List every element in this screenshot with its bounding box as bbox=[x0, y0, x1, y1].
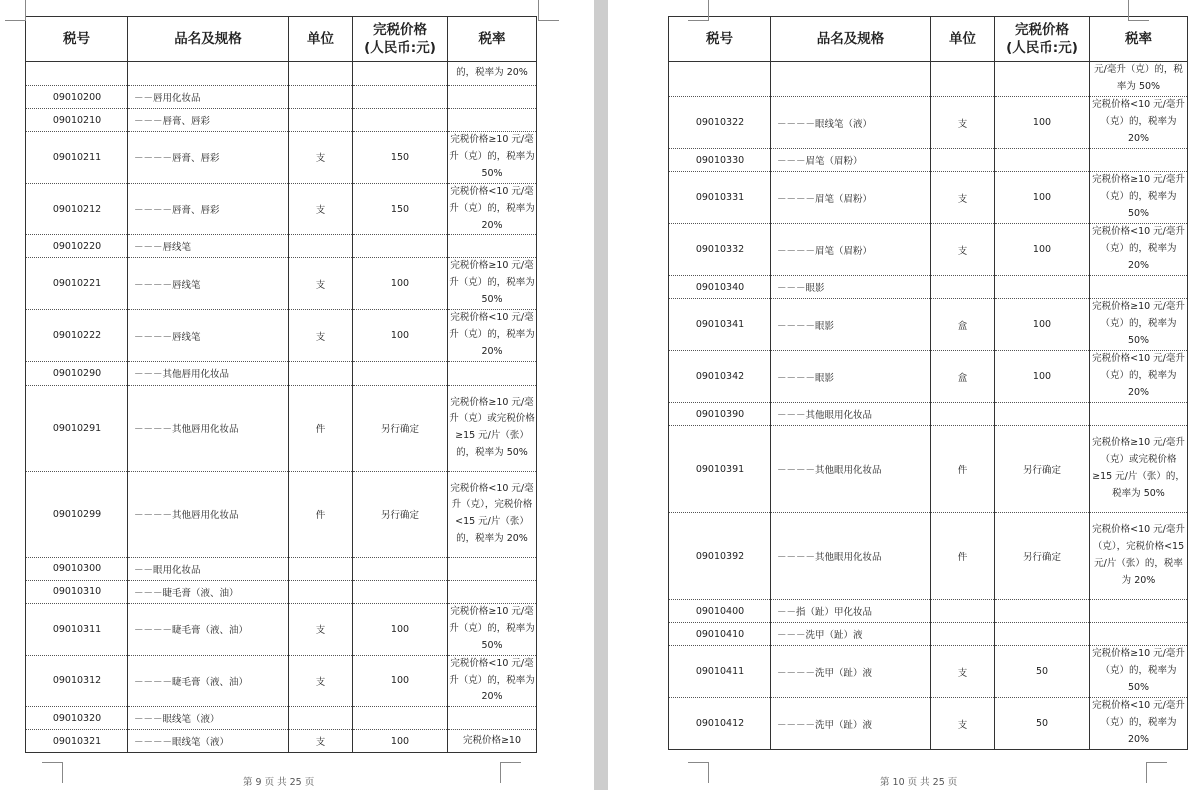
cell-tax-code: 09010312 bbox=[26, 655, 128, 707]
table-row bbox=[669, 172, 1188, 224]
cell-item-name: －－－－洗甲（趾）液 bbox=[771, 698, 931, 750]
cell-tax-rate bbox=[1090, 276, 1188, 299]
cell-item-name: －－－其他眼用化妆品 bbox=[771, 403, 931, 426]
cell-tax-rate: 完税价格≥10 元/毫升（克）或完税价格≥15 元/片（张）的，税率为 50% bbox=[448, 385, 537, 471]
cell-tax-code: 09010322 bbox=[669, 97, 771, 149]
cell-item-name: －－－眼影 bbox=[771, 276, 931, 299]
cell-item-name: －－－－其他眼用化妆品 bbox=[771, 513, 931, 600]
header-tax-code: 税号 bbox=[669, 17, 771, 62]
cell-unit: 支 bbox=[931, 97, 995, 149]
cell-tax-rate: 完税价格≥10 元/毫升（克）的，税率为 50% bbox=[1090, 299, 1188, 351]
cell-price: 150 bbox=[353, 132, 448, 184]
cell-unit bbox=[289, 62, 353, 86]
cell-unit bbox=[289, 109, 353, 132]
header-price bbox=[353, 17, 448, 62]
cell-tax-rate: 完税价格<10 元/毫升（克），完税价格<15 元/片（张）的，税率为 20% bbox=[448, 471, 537, 557]
table-row bbox=[26, 183, 537, 235]
table-row bbox=[669, 426, 1188, 513]
cell-tax-code: 09010412 bbox=[669, 698, 771, 750]
cell-item-name: －－－－其他眼用化妆品 bbox=[771, 426, 931, 513]
crop-mark bbox=[42, 762, 63, 783]
cell-price: 另行确定 bbox=[995, 513, 1090, 600]
table-row bbox=[669, 646, 1188, 698]
cell-price: 100 bbox=[353, 655, 448, 707]
cell-item-name: －－－－眉笔（眉粉） bbox=[771, 172, 931, 224]
cell-tax-rate: 完税价格<10 元/毫升（克），完税价格<15 元/片（张）的，税率为 20% bbox=[1090, 513, 1188, 600]
table-row bbox=[669, 513, 1188, 600]
cell-item-name: －－－－唇膏、唇彩 bbox=[128, 132, 289, 184]
cell-tax-code: 09010290 bbox=[26, 361, 128, 385]
cell-unit bbox=[931, 600, 995, 623]
cell-item-name: －－－－眉笔（眉粉） bbox=[771, 224, 931, 276]
cell-tax-rate: 完税价格≥10 元/毫升（克）的，税率为 50% bbox=[448, 132, 537, 184]
cell-price: 100 bbox=[995, 172, 1090, 224]
cell-tax-code: 09010200 bbox=[26, 86, 128, 109]
table-row bbox=[669, 97, 1188, 149]
cell-tax-code: 09010299 bbox=[26, 471, 128, 557]
table-row bbox=[669, 698, 1188, 750]
cell-unit: 支 bbox=[931, 698, 995, 750]
cell-tax-rate: 完税价格<10 元/毫升（克）的，税率为 20% bbox=[448, 310, 537, 362]
cell-unit: 支 bbox=[289, 258, 353, 310]
cell-price: 另行确定 bbox=[353, 471, 448, 557]
table-row bbox=[26, 109, 537, 132]
cell-price bbox=[995, 62, 1090, 97]
table-row bbox=[669, 600, 1188, 623]
header-price bbox=[995, 17, 1090, 62]
table-row bbox=[26, 132, 537, 184]
table-row bbox=[669, 623, 1188, 646]
cell-unit bbox=[289, 86, 353, 109]
table-row bbox=[669, 403, 1188, 426]
cell-tax-rate: 完税价格<10 元/毫升（克）的，税率为 20% bbox=[1090, 698, 1188, 750]
cell-tax-rate: 完税价格≥10 bbox=[448, 730, 537, 753]
cell-item-name: －－－眉笔（眉粉） bbox=[771, 149, 931, 172]
table-row bbox=[26, 730, 537, 753]
cell-price bbox=[353, 109, 448, 132]
cell-tax-rate bbox=[448, 361, 537, 385]
header-price-line1: 完税价格 bbox=[373, 22, 427, 38]
header-item-name: 品名及规格 bbox=[128, 17, 289, 62]
cell-price: 50 bbox=[995, 698, 1090, 750]
cell-tax-code: 09010321 bbox=[26, 730, 128, 753]
cell-item-name: －－唇用化妆品 bbox=[128, 86, 289, 109]
cell-tax-rate: 完税价格≥10 元/毫升（克）的，税率为 50% bbox=[1090, 646, 1188, 698]
cell-tax-code: 09010210 bbox=[26, 109, 128, 132]
cell-unit bbox=[931, 623, 995, 646]
crop-mark bbox=[538, 0, 559, 21]
cell-item-name: －－指（趾）甲化妆品 bbox=[771, 600, 931, 623]
cell-tax-code: 09010332 bbox=[669, 224, 771, 276]
cell-tax-code bbox=[669, 62, 771, 97]
cell-item-name: －－－唇膏、唇彩 bbox=[128, 109, 289, 132]
table-body bbox=[669, 62, 1188, 750]
cell-item-name: －－－唇线笔 bbox=[128, 235, 289, 258]
cell-price: 另行确定 bbox=[995, 426, 1090, 513]
cell-tax-rate bbox=[448, 109, 537, 132]
cell-unit: 件 bbox=[289, 385, 353, 471]
cell-unit bbox=[289, 361, 353, 385]
cell-item-name: －－眼用化妆品 bbox=[128, 557, 289, 580]
document-page-10 bbox=[608, 0, 1200, 790]
cell-item-name: －－－－睫毛膏（液、油） bbox=[128, 603, 289, 655]
cell-tax-rate: 完税价格<10 元/毫升（克）的，税率为 20% bbox=[448, 183, 537, 235]
header-tax-code: 税号 bbox=[26, 17, 128, 62]
table-row bbox=[26, 655, 537, 707]
cell-price: 另行确定 bbox=[353, 385, 448, 471]
cell-tax-code: 09010291 bbox=[26, 385, 128, 471]
cell-tax-rate bbox=[448, 580, 537, 603]
table-row bbox=[669, 351, 1188, 403]
cell-price: 100 bbox=[995, 97, 1090, 149]
cell-tax-rate bbox=[1090, 403, 1188, 426]
cell-unit: 支 bbox=[289, 132, 353, 184]
cell-tax-rate bbox=[1090, 149, 1188, 172]
cell-item-name: －－－睫毛膏（液、油） bbox=[128, 580, 289, 603]
cell-unit: 支 bbox=[931, 224, 995, 276]
cell-item-name bbox=[128, 62, 289, 86]
cell-tax-code: 09010331 bbox=[669, 172, 771, 224]
cell-tax-code: 09010220 bbox=[26, 235, 128, 258]
cell-tax-rate: 完税价格<10 元/毫升（克）的，税率为 20% bbox=[1090, 351, 1188, 403]
tax-table-page-10 bbox=[668, 16, 1188, 750]
cell-unit: 盒 bbox=[931, 351, 995, 403]
cell-item-name: －－－－眼线笔（液） bbox=[128, 730, 289, 753]
cell-tax-code: 09010391 bbox=[669, 426, 771, 513]
cell-tax-code: 09010311 bbox=[26, 603, 128, 655]
cell-item-name: －－－－眼线笔（液） bbox=[771, 97, 931, 149]
cell-price: 100 bbox=[995, 351, 1090, 403]
table-row bbox=[26, 86, 537, 109]
cell-unit bbox=[289, 235, 353, 258]
cell-tax-rate bbox=[448, 557, 537, 580]
table-body bbox=[26, 62, 537, 753]
header-price-line1: 完税价格 bbox=[1015, 22, 1069, 38]
cell-tax-code: 09010340 bbox=[669, 276, 771, 299]
header-item-name: 品名及规格 bbox=[771, 17, 931, 62]
cell-tax-rate bbox=[1090, 600, 1188, 623]
cell-price bbox=[995, 403, 1090, 426]
cell-item-name: －－－－唇膏、唇彩 bbox=[128, 183, 289, 235]
cell-tax-code: 09010212 bbox=[26, 183, 128, 235]
cell-price bbox=[353, 707, 448, 730]
cell-tax-code: 09010342 bbox=[669, 351, 771, 403]
cell-price: 100 bbox=[353, 603, 448, 655]
cell-tax-rate: 的，税率为 20% bbox=[448, 62, 537, 86]
cell-tax-rate: 完税价格≥10 元/毫升（克）的，税率为 50% bbox=[448, 603, 537, 655]
cell-tax-rate: 完税价格<10 元/毫升（克）的，税率为 20% bbox=[448, 655, 537, 707]
cell-price: 100 bbox=[995, 299, 1090, 351]
table-row bbox=[669, 276, 1188, 299]
table-row bbox=[26, 361, 537, 385]
cell-tax-code: 09010400 bbox=[669, 600, 771, 623]
header-tax-rate: 税率 bbox=[1090, 17, 1188, 62]
table-row bbox=[669, 299, 1188, 351]
page-footer: 第 9 页 共 25 页 bbox=[243, 777, 315, 788]
cell-unit: 支 bbox=[289, 655, 353, 707]
header-price-line2: (人民币:元) bbox=[364, 40, 436, 56]
cell-tax-code: 09010330 bbox=[669, 149, 771, 172]
cell-tax-rate: 完税价格≥10 元/毫升（克）的，税率为 50% bbox=[448, 258, 537, 310]
cell-item-name: －－－－唇线笔 bbox=[128, 258, 289, 310]
cell-tax-code: 09010222 bbox=[26, 310, 128, 362]
cell-item-name: －－－－其他唇用化妆品 bbox=[128, 385, 289, 471]
table-row bbox=[26, 707, 537, 730]
crop-mark bbox=[688, 762, 709, 783]
cell-price bbox=[995, 600, 1090, 623]
cell-tax-code: 09010410 bbox=[669, 623, 771, 646]
table-header-row bbox=[669, 17, 1188, 62]
header-tax-rate: 税率 bbox=[448, 17, 537, 62]
cell-tax-rate: 完税价格≥10 元/毫升（克）或完税价格≥15 元/片（张）的，税率为 50% bbox=[1090, 426, 1188, 513]
cell-tax-rate: 元/毫升（克）的，税率为 50% bbox=[1090, 62, 1188, 97]
cell-tax-rate bbox=[1090, 623, 1188, 646]
cell-item-name: －－－－唇线笔 bbox=[128, 310, 289, 362]
cell-unit: 支 bbox=[289, 183, 353, 235]
cell-unit bbox=[931, 276, 995, 299]
table-header-row bbox=[26, 17, 537, 62]
cell-unit: 件 bbox=[931, 513, 995, 600]
cell-tax-rate: 完税价格≥10 元/毫升（克）的，税率为 50% bbox=[1090, 172, 1188, 224]
cell-price: 150 bbox=[353, 183, 448, 235]
cell-unit: 盒 bbox=[931, 299, 995, 351]
cell-price bbox=[995, 276, 1090, 299]
cell-price: 100 bbox=[353, 258, 448, 310]
document-page-9 bbox=[0, 0, 594, 790]
cell-unit: 支 bbox=[289, 730, 353, 753]
tax-table-page-9 bbox=[25, 16, 537, 753]
table-row bbox=[26, 62, 537, 86]
cell-unit bbox=[931, 403, 995, 426]
cell-item-name: －－－－其他唇用化妆品 bbox=[128, 471, 289, 557]
cell-tax-code: 09010390 bbox=[669, 403, 771, 426]
cell-price: 100 bbox=[995, 224, 1090, 276]
cell-tax-rate bbox=[448, 86, 537, 109]
cell-tax-code: 09010221 bbox=[26, 258, 128, 310]
cell-price bbox=[353, 361, 448, 385]
crop-mark bbox=[1146, 762, 1167, 783]
cell-price bbox=[353, 62, 448, 86]
cell-tax-code: 09010341 bbox=[669, 299, 771, 351]
cell-tax-code: 09010320 bbox=[26, 707, 128, 730]
cell-tax-code: 09010392 bbox=[669, 513, 771, 600]
cell-tax-rate: 完税价格<10 元/毫升（克）的，税率为 20% bbox=[1090, 97, 1188, 149]
table-row bbox=[669, 149, 1188, 172]
cell-unit: 支 bbox=[931, 172, 995, 224]
cell-unit: 支 bbox=[931, 646, 995, 698]
cell-unit: 支 bbox=[289, 603, 353, 655]
header-unit: 单位 bbox=[931, 17, 995, 62]
cell-tax-code: 09010310 bbox=[26, 580, 128, 603]
cell-price bbox=[995, 149, 1090, 172]
table-row bbox=[26, 471, 537, 557]
cell-price: 50 bbox=[995, 646, 1090, 698]
table-row bbox=[26, 310, 537, 362]
cell-tax-code: 09010300 bbox=[26, 557, 128, 580]
table-row bbox=[669, 224, 1188, 276]
table-row bbox=[26, 385, 537, 471]
header-price-line2: (人民币:元) bbox=[1006, 40, 1078, 56]
cell-price bbox=[353, 235, 448, 258]
cell-unit bbox=[931, 149, 995, 172]
cell-item-name: －－－－眼影 bbox=[771, 299, 931, 351]
crop-mark bbox=[1128, 0, 1149, 21]
cell-unit: 件 bbox=[931, 426, 995, 513]
cell-tax-rate bbox=[448, 235, 537, 258]
page-footer: 第 10 页 共 25 页 bbox=[880, 777, 958, 788]
cell-unit bbox=[931, 62, 995, 97]
cell-price: 100 bbox=[353, 730, 448, 753]
table-row bbox=[26, 580, 537, 603]
cell-tax-code bbox=[26, 62, 128, 86]
crop-mark bbox=[688, 0, 709, 21]
cell-item-name: －－－－眼影 bbox=[771, 351, 931, 403]
table-row bbox=[26, 603, 537, 655]
cell-tax-rate: 完税价格<10 元/毫升（克）的，税率为 20% bbox=[1090, 224, 1188, 276]
cell-price bbox=[353, 86, 448, 109]
cell-price bbox=[353, 557, 448, 580]
table-row bbox=[26, 557, 537, 580]
cell-price bbox=[995, 623, 1090, 646]
page-divider bbox=[594, 0, 608, 790]
crop-mark bbox=[500, 762, 521, 783]
cell-unit bbox=[289, 707, 353, 730]
cell-item-name: －－－－睫毛膏（液、油） bbox=[128, 655, 289, 707]
table-row bbox=[26, 235, 537, 258]
cell-unit bbox=[289, 557, 353, 580]
cell-item-name bbox=[771, 62, 931, 97]
cell-item-name: －－－洗甲（趾）液 bbox=[771, 623, 931, 646]
cell-unit bbox=[289, 580, 353, 603]
table-row bbox=[669, 62, 1188, 97]
cell-tax-code: 09010411 bbox=[669, 646, 771, 698]
crop-mark bbox=[5, 0, 26, 21]
header-unit: 单位 bbox=[289, 17, 353, 62]
cell-tax-rate bbox=[448, 707, 537, 730]
table-row bbox=[26, 258, 537, 310]
cell-item-name: －－－眼线笔（液） bbox=[128, 707, 289, 730]
cell-item-name: －－－其他唇用化妆品 bbox=[128, 361, 289, 385]
cell-price bbox=[353, 580, 448, 603]
cell-unit: 支 bbox=[289, 310, 353, 362]
cell-price: 100 bbox=[353, 310, 448, 362]
cell-unit: 件 bbox=[289, 471, 353, 557]
cell-item-name: －－－－洗甲（趾）液 bbox=[771, 646, 931, 698]
cell-tax-code: 09010211 bbox=[26, 132, 128, 184]
